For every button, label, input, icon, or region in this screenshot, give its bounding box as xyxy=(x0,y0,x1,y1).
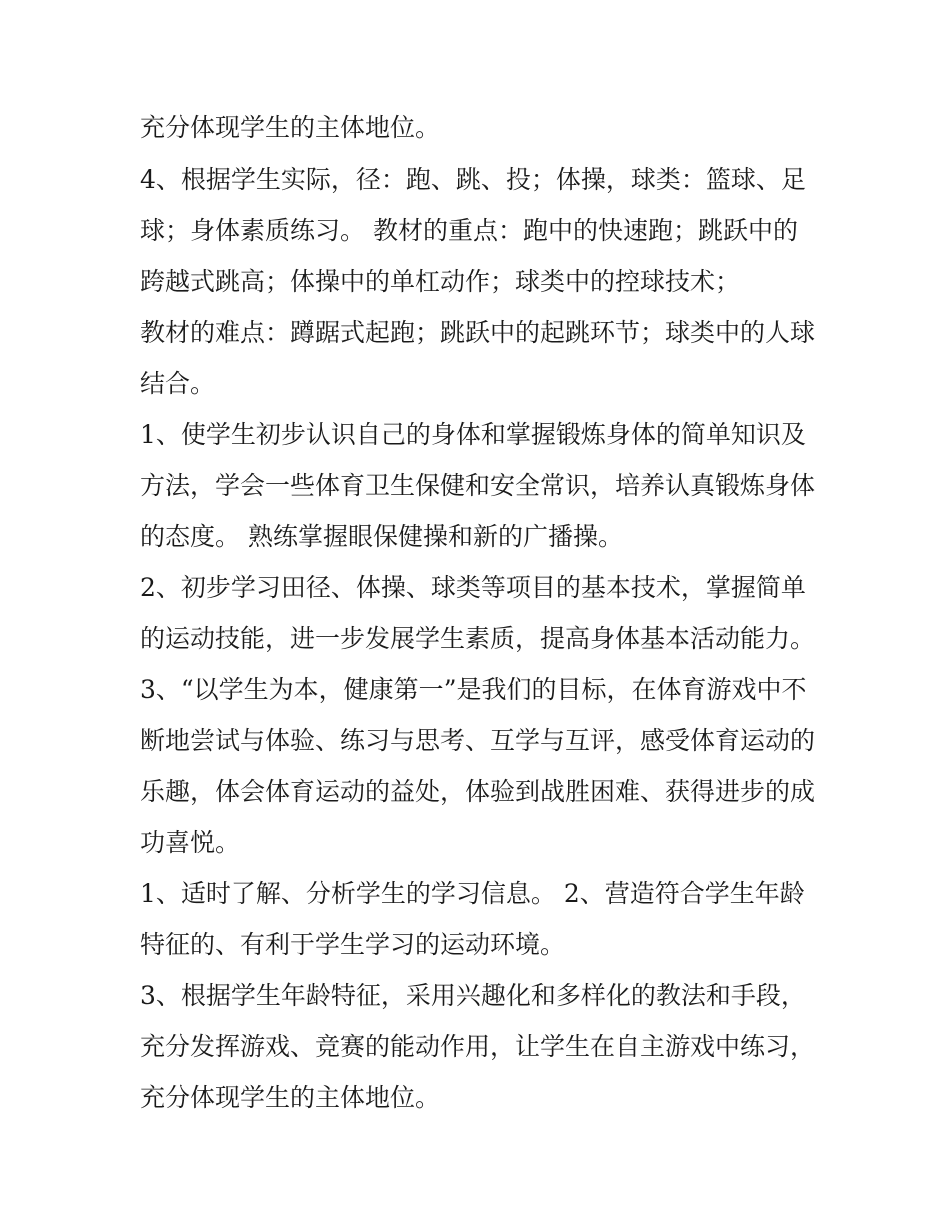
text-line: 功喜悦。 xyxy=(140,828,241,857)
text-line: 球；身体素质练习。 教材的重点：跑中的快速跑；跳跃中的 xyxy=(140,216,798,245)
text-line: 特征的、有利于学生学习的运动环境。 xyxy=(140,930,566,959)
text-line: 3、“以学生为本，健康第一”是我们的目标，在体育游戏中不 xyxy=(140,675,807,704)
text-line: 教材的难点：蹲踞式起跑；跳跃中的起跳环节；球类中的人球 xyxy=(140,318,816,347)
text-line: 的运动技能，进一步发展学生素质，提高身体基本活动能力。 xyxy=(140,624,816,653)
text-line: 结合。 xyxy=(140,369,216,398)
text-line: 4、根据学生实际，径：跑、跳、投；体操，球类：篮球、足 xyxy=(140,165,806,194)
text-line: 的态度。 熟练掌握眼保健操和新的广播操。 xyxy=(140,522,623,551)
text-line: 跨越式跳高；体操中的单杠动作；球类中的控球技术； xyxy=(140,267,741,296)
text-line: 充分体现学生的主体地位。 xyxy=(140,1083,441,1112)
text-line: 乐趣，体会体育运动的益处，体验到战胜困难、获得进步的成 xyxy=(140,777,816,806)
text-line: 充分发挥游戏、竞赛的能动作用，让学生在自主游戏中练习， xyxy=(140,1032,816,1061)
text-line: 1、使学生初步认识自己的身体和掌握锻炼身体的简单知识及 xyxy=(140,420,806,449)
text-line: 3、根据学生年龄特征，采用兴趣化和多样化的教法和手段， xyxy=(140,981,806,1010)
text-line: 2、初步学习田径、体操、球类等项目的基本技术，掌握简单 xyxy=(140,573,806,602)
text-line: 方法，学会一些体育卫生保健和安全常识，培养认真锻炼身体 xyxy=(140,471,816,500)
text-line: 1、适时了解、分析学生的学习信息。 2、营造符合学生年龄 xyxy=(140,879,805,908)
text-line: 充分体现学生的主体地位。 xyxy=(140,113,441,142)
text-line: 断地尝试与体验、练习与思考、互学与互评，感受体育运动的 xyxy=(140,726,816,755)
